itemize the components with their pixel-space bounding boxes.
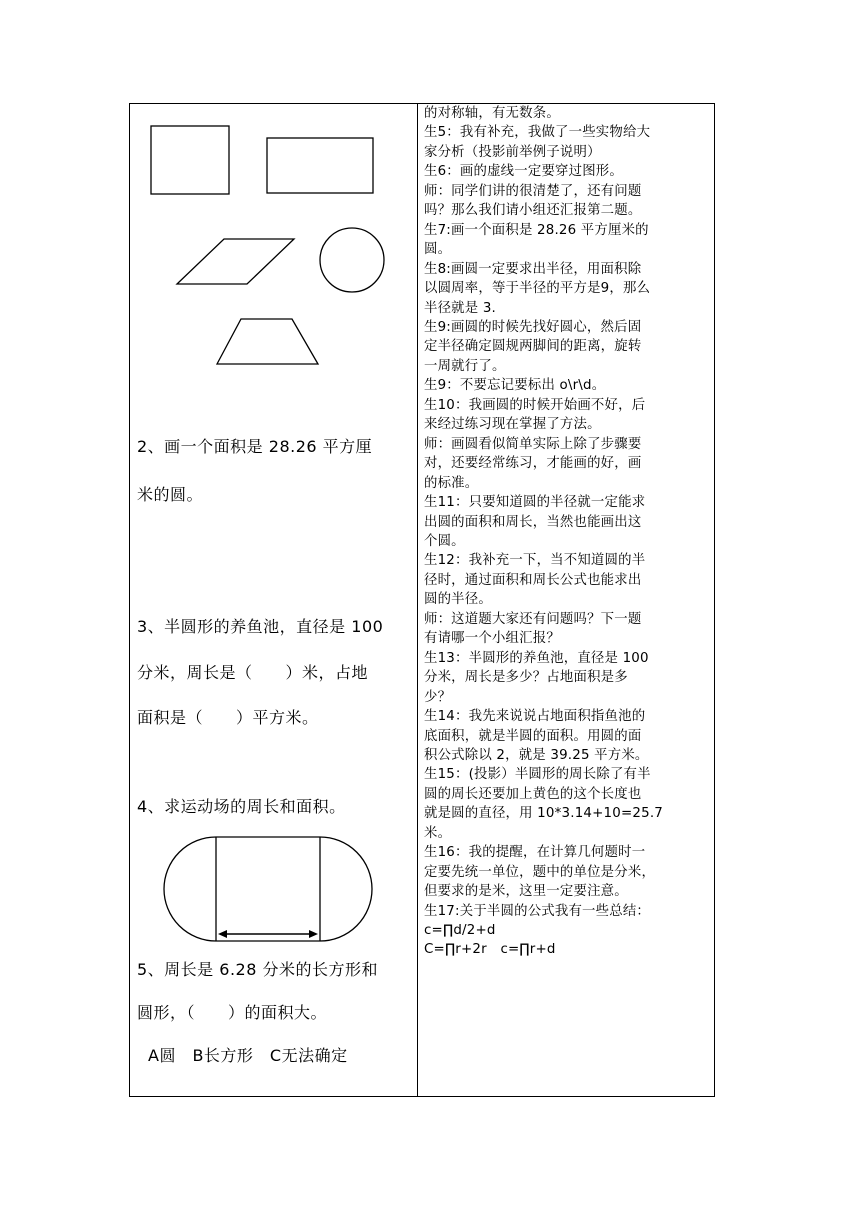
dialogue-line: 生6：画的虚线一定要穿过图形。 [424,164,623,180]
square-shape [151,126,229,194]
dialogue-line: 半径就是 3. [424,300,496,316]
dialogue-line: 生10：我画圆的时候开始画不好，后 [424,397,646,413]
dialogue-line: 生11：只要知道圆的半径就一定能求 [424,495,646,511]
dialogue-line: 米。 [424,825,452,841]
dialogue-line: 对，还要经常练习，才能画的好，画 [424,456,642,472]
dialogue-line: 生9：不要忘记要标出 o\r\d。 [424,378,606,394]
dialogue-line: 有请哪一个小组汇报？ [424,631,560,647]
dialogue-line: 生14：我先来说说占地面积指鱼池的 [424,709,646,725]
dialogue-line: 师：这道题大家还有问题吗？下一题 [424,611,642,627]
question-5-options: A圆 B长方形 C无法确定 [148,1046,348,1065]
dialogue-line: 圆的周长还要加上黄色的这个长度也 [424,786,642,802]
dialogue-line: 生16：我的提醒，在计算几何题时一 [424,845,646,861]
dialogue-line: 生7:画一个面积是 28.26 平方厘米的 [424,222,649,238]
dialogue-line: 生13：半圆形的养鱼池，直径是 100 [424,650,649,666]
dialogue-line: 分米，周长是多少？占地面积是多 [424,670,628,686]
question-3-line-2: 分米，周长是（ ）米，占地 [137,663,369,682]
dialogue-line: 师：画圆看似简单实际上除了步骤要 [424,436,642,452]
dialogue-line: 以圆周率，等于半径的平方是9，那么 [424,281,651,297]
dialogue-line: 的对称轴，有无数条。 [424,106,560,121]
dialogue-line: 出圆的面积和周长，当然也能画出这 [424,514,642,530]
column-divider [417,103,418,1097]
dialogue-line: c=∏d/2+d [424,923,496,939]
dialogue-line: 生17:关于半圆的公式我有一些总结： [424,903,651,919]
dialogue-line: 生5：我有补充，我做了一些实物给大 [424,125,651,141]
question-3-line-1: 3、半圆形的养鱼池，直径是 100 [137,617,384,636]
dialogue-line: 底面积，就是半圆的面积。用圆的面 [424,728,642,744]
dialogue-line: 的标准。 [424,475,479,491]
dialogue-line: 生9:画圆的时候先找好圆心，然后固 [424,319,642,335]
rectangle-shape [267,138,373,193]
question-2-line-2: 米的圆。 [137,485,204,504]
dialogue-line: 生15：(投影）半圆形的周长除了有半 [424,767,651,783]
dialogue-line: 家分析（投影前举例子说明） [424,144,601,160]
question-3-line-3: 面积是（ ）平方米。 [137,708,319,727]
shapes-figure [130,104,417,1096]
dialogue-line: 一周就行了。 [424,358,506,374]
left-column [130,104,417,1096]
dialogue-line: C=∏r+2r c=∏r+d [424,942,556,958]
dialogue-line: 吗？那么我们请小组还汇报第二题。 [424,203,642,219]
dialogue-line: 少？ [424,689,452,705]
parallelogram-shape [177,239,294,284]
dialogue-line: 定要先统一单位，题中的单位是分米， [424,864,656,880]
dialogue-line: 圆的半径。 [424,592,492,608]
dialogue-line: 师：同学们讲的很清楚了，还有问题 [424,183,642,199]
question-2-line-1: 2、画一个面积是 28.26 平方厘 [137,437,373,456]
question-4: 4、求运动场的周长和面积。 [137,797,346,816]
dialogue-line: 就是圆的直径，用 10*3.14+10=25.7 [424,806,664,822]
dialogue-line: 圆。 [424,242,452,258]
dialogue-line: 定半径确定圆规两脚间的距离，旋转 [424,339,642,355]
question-5-line-1: 5、周长是 6.28 分米的长方形和 [137,960,378,979]
dialogue-line: 来经过练习现在掌握了方法。 [424,417,601,433]
dialogue-line: 生8:画圆一定要求出半径，用面积除 [424,261,642,277]
dialogue-line: 径时，通过面积和周长公式也能求出 [424,572,642,588]
circle-shape [320,228,384,292]
dialogue-line: 积公式除以 2，就是 39.25 平方米。 [424,747,649,763]
question-5-line-2: 圆形，（ ）的面积大。 [137,1003,328,1022]
double-arrow [218,930,318,938]
dialogue-line: 生12：我补充一下，当不知道圆的半 [424,553,646,569]
dialogue-line: 但要求的是米，这里一定要注意。 [424,884,628,900]
stadium-shape [164,837,372,941]
trapezoid-shape [217,319,318,364]
dialogue-line: 个圆。 [424,533,465,549]
right-column [424,104,714,960]
